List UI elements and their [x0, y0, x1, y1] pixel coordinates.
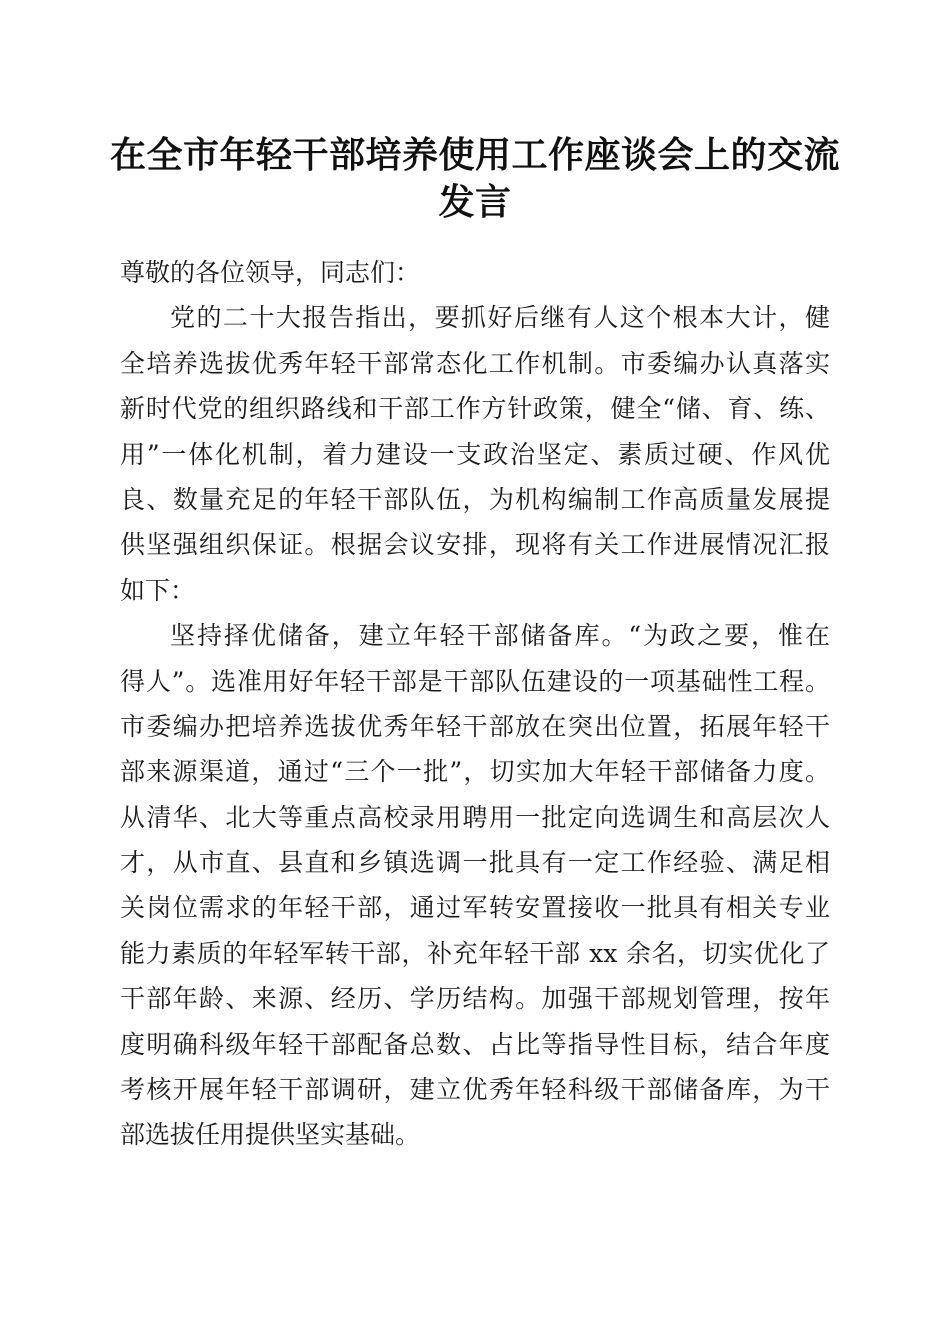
- paragraph-line: 全培养选拔优秀年轻干部常态化工作机制。市委编办认真落实: [120, 348, 830, 378]
- paragraph-line: 能力素质的年轻军转干部，补充年轻干部 xx 余名，切实优化了: [120, 938, 830, 968]
- paragraph-line: 良、数量充足的年轻干部队伍，为机构编制工作高质量发展提: [120, 484, 830, 514]
- document-body: [120, 250, 830, 1158]
- paragraph-line: 关岗位需求的年轻干部，通过军转安置接收一批具有相关专业: [120, 893, 830, 923]
- paragraph-line: 才，从市直、县直和乡镇选调一批具有一定工作经验、满足相: [120, 848, 830, 878]
- paragraph-line: 部选拔任用提供坚实基础。: [120, 1120, 421, 1150]
- paragraph-line: 新时代党的组织路线和干部工作方针政策，健全“储、育、练、: [120, 394, 830, 424]
- paragraph-line: 党的二十大报告指出，要抓好后继有人这个根本大计，健: [170, 303, 830, 333]
- salutation: 尊敬的各位领导，同志们：: [120, 258, 421, 287]
- paragraph-line: 度明确科级年轻干部配备总数、占比等指导性目标，结合年度: [120, 1029, 830, 1059]
- paragraph-line: 考核开展年轻干部调研，建立优秀年轻科级干部储备库，为干: [120, 1075, 830, 1105]
- paragraph-line: 从清华、北大等重点高校录用聘用一批定向选调生和高层次人: [120, 802, 830, 832]
- paragraph-2: [120, 613, 830, 1158]
- title-line: 在全市年轻干部培养使用工作座谈会上的交流: [110, 134, 841, 176]
- document-title: [110, 132, 840, 226]
- paragraph-1: [120, 295, 830, 613]
- paragraph-line: 供坚强组织保证。根据会议安排，现将有关工作进展情况汇报: [120, 530, 830, 560]
- paragraph-line: 干部年龄、来源、经历、学历结构。加强干部规划管理，按年: [120, 984, 830, 1014]
- paragraph-line: 坚持择优储备，建立年轻干部储备库。“为政之要，惟在: [170, 621, 830, 651]
- paragraph-line: 用”一体化机制，着力建设一支政治坚定、素质过硬、作风优: [120, 439, 830, 469]
- paragraph-line: 得人”。选准用好年轻干部是干部队伍建设的一项基础性工程。: [120, 666, 830, 696]
- paragraph-line: 如下：: [120, 575, 196, 605]
- paragraph-line: 部来源渠道，通过“三个一批”，切实加大年轻干部储备力度。: [120, 757, 830, 787]
- title-line: 发言: [438, 181, 512, 223]
- paragraph-line: 市委编办把培养选拔优秀年轻干部放在突出位置，拓展年轻干: [120, 711, 830, 741]
